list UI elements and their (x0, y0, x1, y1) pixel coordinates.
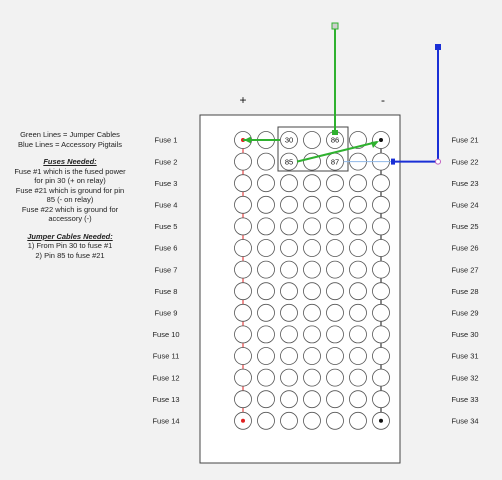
fuse-slot (235, 283, 252, 300)
fuse-slot (350, 218, 367, 235)
fuses-needed-line: Fuse #21 which is ground for pin (15, 185, 125, 195)
fuse-slot (327, 304, 344, 321)
fuse-slot (350, 391, 367, 408)
fuse-slot (350, 261, 367, 278)
fuse-label-right: Fuse 22 (451, 157, 479, 167)
fuse-slot (373, 283, 390, 300)
fuse-slot (373, 240, 390, 257)
jumper-cables-heading: Jumper Cables Needed: (27, 231, 113, 241)
fuse-label-left: Fuse 12 (152, 373, 180, 383)
fuse-slot (258, 304, 275, 321)
fuse-slot (304, 304, 321, 321)
bus-endpoint-dot (379, 419, 383, 423)
fuse-slot (373, 369, 390, 386)
pigtail-connector (435, 44, 441, 50)
fuse-slot (304, 326, 321, 343)
fuse-slot (373, 348, 390, 365)
fuse-slot (281, 261, 298, 278)
relay-pin-label: 86 (330, 135, 340, 145)
fuse-slot (304, 412, 321, 429)
fuse-slot (281, 348, 298, 365)
fuse-label-left: Fuse 11 (152, 351, 180, 361)
fuse-slot (373, 261, 390, 278)
jumper-connector (332, 23, 338, 29)
bus-endpoint-dot (379, 138, 383, 142)
fuse-slot (327, 175, 344, 192)
fuse-slot (350, 412, 367, 429)
fuse-slot (327, 369, 344, 386)
fuse-slot (281, 283, 298, 300)
fuse-label-left: Fuse 2 (154, 157, 178, 167)
fuse-slot (258, 348, 275, 365)
fuse-slot (281, 196, 298, 213)
fuse-slot (281, 412, 298, 429)
fuse-slot (373, 218, 390, 235)
fuse-slot (304, 132, 321, 149)
fuse-label-right: Fuse 34 (451, 416, 479, 426)
fuse-label-right: Fuse 27 (451, 265, 479, 275)
fuse-board (200, 115, 400, 463)
fuse-slot (235, 348, 252, 365)
fuse-slot (373, 196, 390, 213)
fuses-needed-line: accessory (-) (48, 214, 92, 223)
minus-sign: - (381, 93, 385, 107)
fuse-slot (281, 175, 298, 192)
legend-blue: Blue Lines = Accessory Pigtails (17, 139, 122, 149)
fuse-slot (281, 369, 298, 386)
pin86-terminal-marker (332, 130, 338, 135)
bus-endpoint-dot (241, 419, 245, 423)
fuse-slot (235, 175, 252, 192)
fuse-label-left: Fuse 13 (152, 394, 180, 404)
fuse-slot (350, 196, 367, 213)
plus-sign: + (239, 93, 247, 107)
fuse-label-right: Fuse 28 (451, 286, 479, 296)
fuse-label-right: Fuse 30 (451, 330, 479, 340)
fuse-slot (350, 175, 367, 192)
fuse-slot (281, 304, 298, 321)
fuse-slot (281, 391, 298, 408)
fuse-slot (327, 391, 344, 408)
fuse-slot (258, 412, 275, 429)
fuse-label-right: Fuse 25 (451, 222, 479, 232)
relay-pin-label: 87 (330, 157, 340, 167)
fuse-slot (327, 240, 344, 257)
fuse-label-left: Fuse 14 (152, 416, 180, 426)
fuse-slot (327, 196, 344, 213)
fuse-slot (304, 218, 321, 235)
fuse-slot (373, 326, 390, 343)
fuse-slot (327, 261, 344, 278)
fuse-slot (304, 348, 321, 365)
relay-pin-label: 85 (284, 157, 294, 167)
fuse-slot (350, 240, 367, 257)
fuse-label-left: Fuse 3 (154, 178, 178, 188)
fuse-slot (373, 304, 390, 321)
fuses-needed-line: Fuse #1 which is the fused power (14, 166, 126, 176)
fuse-label-right: Fuse 29 (451, 308, 479, 318)
fuse-slot (327, 218, 344, 235)
fuse-slot (304, 369, 321, 386)
fuse-slot (258, 218, 275, 235)
fuse-slot (235, 326, 252, 343)
fuse-label-right: Fuse 33 (451, 394, 479, 404)
fuse-slot (281, 326, 298, 343)
pigtail-junction (436, 159, 441, 164)
fuse-slot (235, 261, 252, 278)
fuses-needed-line: 85 (- on relay) (46, 195, 94, 204)
fuse-slot (373, 175, 390, 192)
fuse-label-left: Fuse 1 (154, 135, 178, 145)
fuse-label-right: Fuse 26 (451, 243, 479, 253)
fuse-label-left: Fuse 10 (152, 330, 180, 340)
fuse-label-left: Fuse 9 (154, 308, 178, 318)
fuse-slot (258, 326, 275, 343)
fuse-label-right: Fuse 23 (451, 178, 479, 188)
fuse-slot (327, 348, 344, 365)
fuse-slot (258, 369, 275, 386)
jumper-cables-line: 1) From Pin 30 to fuse #1 (27, 241, 113, 250)
fuses-needed-line: Fuse #22 which is ground for (21, 204, 119, 214)
fuse-slot (350, 348, 367, 365)
fuse-slot (235, 218, 252, 235)
relay-pin-label: 30 (284, 135, 294, 145)
fuse-label-left: Fuse 5 (154, 222, 178, 232)
fuse-label-right: Fuse 24 (451, 200, 479, 210)
fuse-slot (350, 283, 367, 300)
fuse-slot (258, 261, 275, 278)
fuse-slot (350, 304, 367, 321)
fuse-slot (350, 369, 367, 386)
accessory-pigtail (395, 47, 438, 162)
fuse-label-right: Fuse 31 (451, 351, 479, 361)
pigtail-terminal (391, 159, 395, 165)
fuse-label-right: Fuse 21 (451, 135, 479, 145)
fuse-slot (258, 391, 275, 408)
fuse-slot (235, 369, 252, 386)
legend-green: Green Lines = Jumper Cables (20, 130, 120, 139)
fuse-slot (304, 261, 321, 278)
fuse-label-right: Fuse 32 (451, 373, 479, 383)
fuse-slot (327, 283, 344, 300)
fuse-slot (350, 326, 367, 343)
fuse-slot (258, 283, 275, 300)
fuse-slot (327, 412, 344, 429)
fuse-slot (235, 153, 252, 170)
fuse-slot (235, 304, 252, 321)
fuse-label-left: Fuse 6 (154, 243, 178, 253)
fuses-needed-heading: Fuses Needed: (43, 157, 97, 166)
fuse-slot (373, 391, 390, 408)
fuses-needed-line: for pin 30 (+ on relay) (34, 176, 106, 185)
fuse-slot (304, 196, 321, 213)
fuse-slot (327, 326, 344, 343)
fuse-slot (258, 175, 275, 192)
fuse-label-left: Fuse 7 (154, 265, 178, 275)
fuse-slot (258, 153, 275, 170)
fuse-slot (304, 175, 321, 192)
fuse-slot (281, 240, 298, 257)
fuse-slot (304, 391, 321, 408)
fuse-slot (304, 240, 321, 257)
fuse-slot (258, 196, 275, 213)
fuse-slot (304, 283, 321, 300)
jumper-cables-line: 2) Pin 85 to fuse #21 (35, 250, 105, 260)
fuse-label-left: Fuse 4 (154, 200, 178, 210)
fuse-slot (235, 240, 252, 257)
fuse-slot (258, 240, 275, 257)
fuse-slot (235, 196, 252, 213)
fuse-slot (235, 391, 252, 408)
fuse-slot (281, 218, 298, 235)
fuse-label-left: Fuse 8 (154, 286, 178, 296)
